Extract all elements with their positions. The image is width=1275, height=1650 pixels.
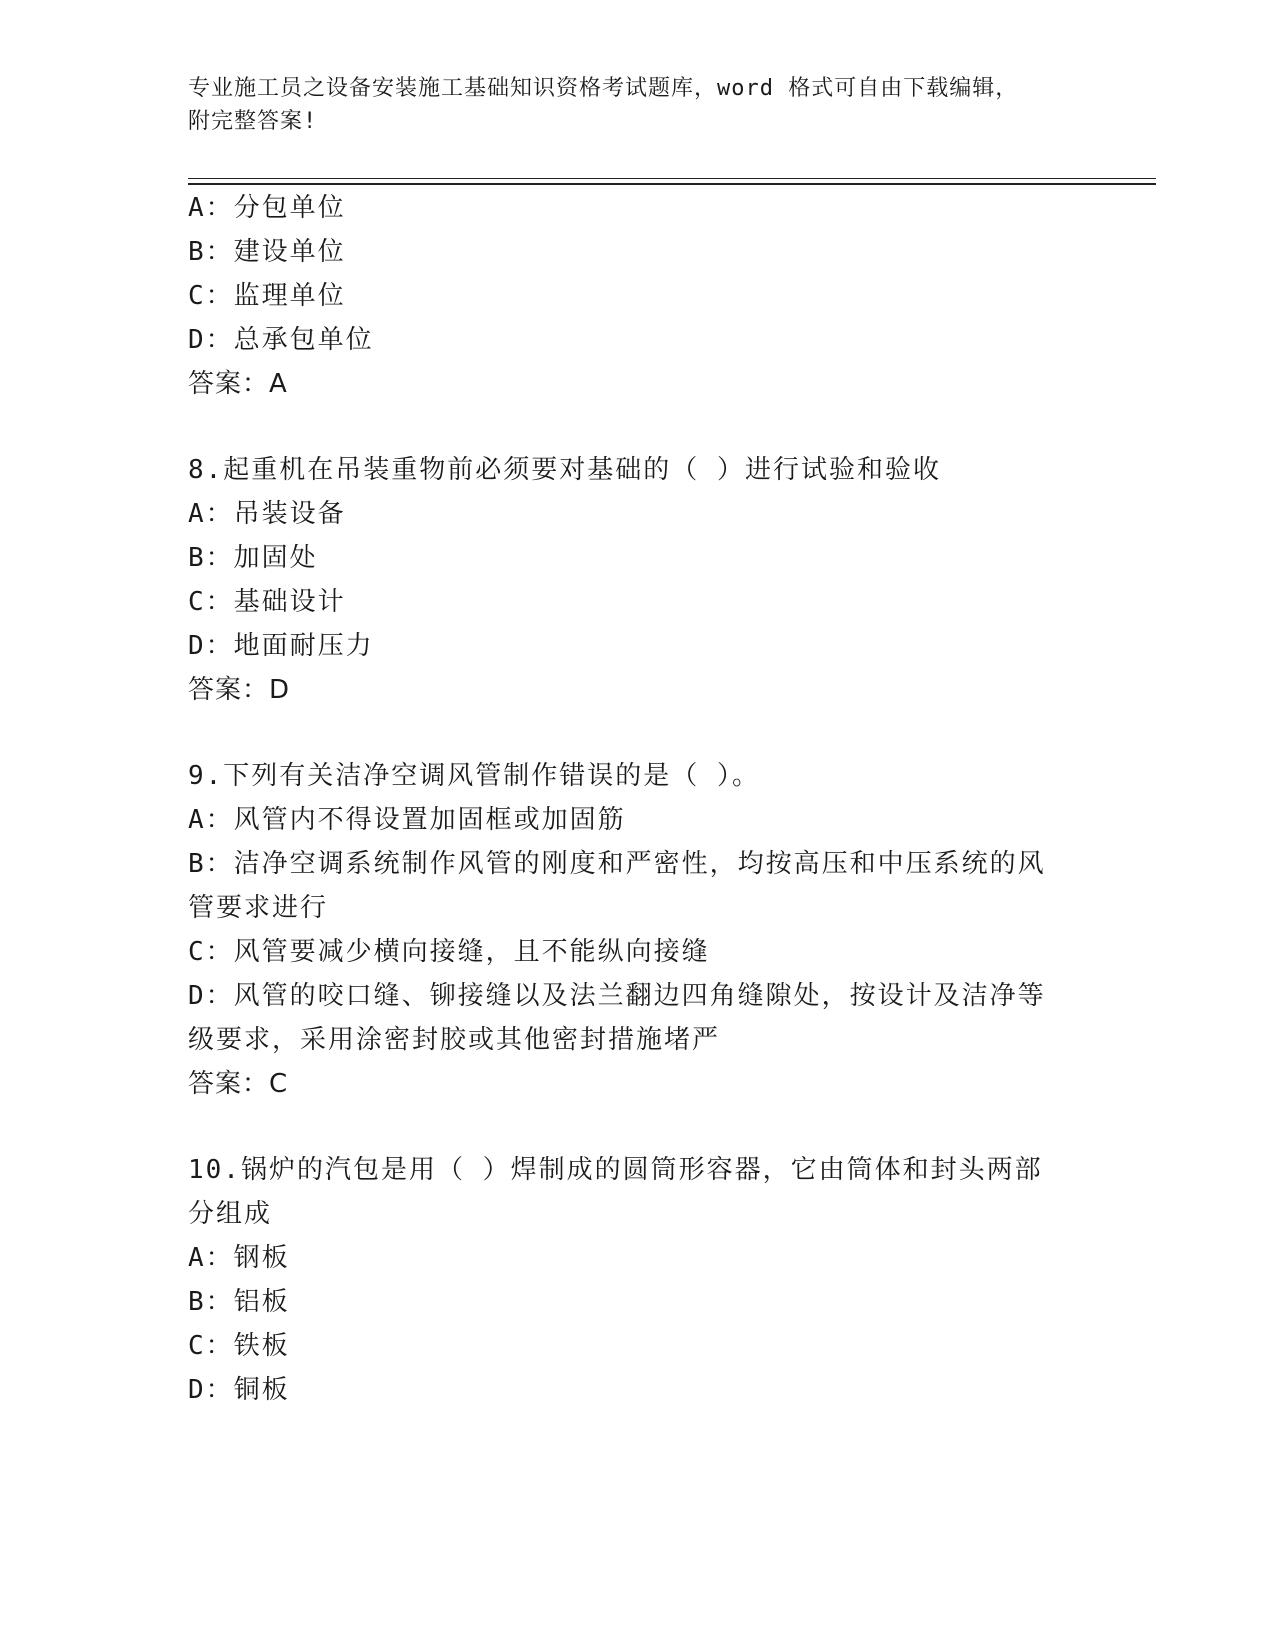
header-divider-thin (188, 178, 1156, 179)
q9-option-a: A：风管内不得设置加固框或加固筋 (188, 805, 626, 835)
q7-answer: 答案：A (188, 369, 288, 399)
q8-answer: 答案：D (188, 675, 291, 705)
q10-option-d: D：铜板 (188, 1375, 290, 1405)
q8-option-a: A：吊装设备 (188, 499, 346, 529)
q10-option-a: A：钢板 (188, 1243, 290, 1273)
q9-answer: 答案：C (188, 1069, 289, 1099)
q8-stem: 8.起重机在吊装重物前必须要对基础的（ ）进行试验和验收 (188, 455, 941, 485)
q10-stem-cont: 分组成 (188, 1199, 273, 1229)
q8-option-d: D：地面耐压力 (188, 631, 374, 661)
q7-option-a: A：分包单位 (188, 193, 346, 223)
q10-option-c: C：铁板 (188, 1331, 290, 1361)
q8-option-c: C：基础设计 (188, 587, 346, 617)
q9-stem: 9.下列有关洁净空调风管制作错误的是（ ）。 (188, 761, 760, 791)
q7-option-c: C：监理单位 (188, 281, 346, 311)
q9-option-b-cont: 管要求进行 (188, 893, 329, 923)
q8-option-b: B：加固处 (188, 543, 318, 573)
q10-option-b: B：铝板 (188, 1287, 290, 1317)
header-line-1: 专业施工员之设备安装施工基础知识资格考试题库，word 格式可自由下载编辑， (188, 76, 1019, 101)
q9-option-d: D：风管的咬口缝、铆接缝以及法兰翻边四角缝隙处，按设计及洁净等 (188, 981, 1046, 1011)
q7-option-d: D：总承包单位 (188, 325, 374, 355)
header-divider-thick (188, 183, 1156, 185)
document-header (188, 72, 1068, 138)
q9-option-d-cont: 级要求，采用涂密封胶或其他密封措施堵严 (188, 1025, 721, 1055)
q9-option-b: B：洁净空调系统制作风管的刚度和严密性，均按高压和中压系统的风 (188, 849, 1046, 879)
q9-option-c: C：风管要减少横向接缝，且不能纵向接缝 (188, 937, 710, 967)
header-line-2: 附完整答案! (188, 109, 318, 134)
q10-stem: 10.锅炉的汽包是用（ ）焊制成的圆筒形容器，它由筒体和封头两部 (188, 1155, 1043, 1185)
q7-option-b: B：建设单位 (188, 237, 346, 267)
